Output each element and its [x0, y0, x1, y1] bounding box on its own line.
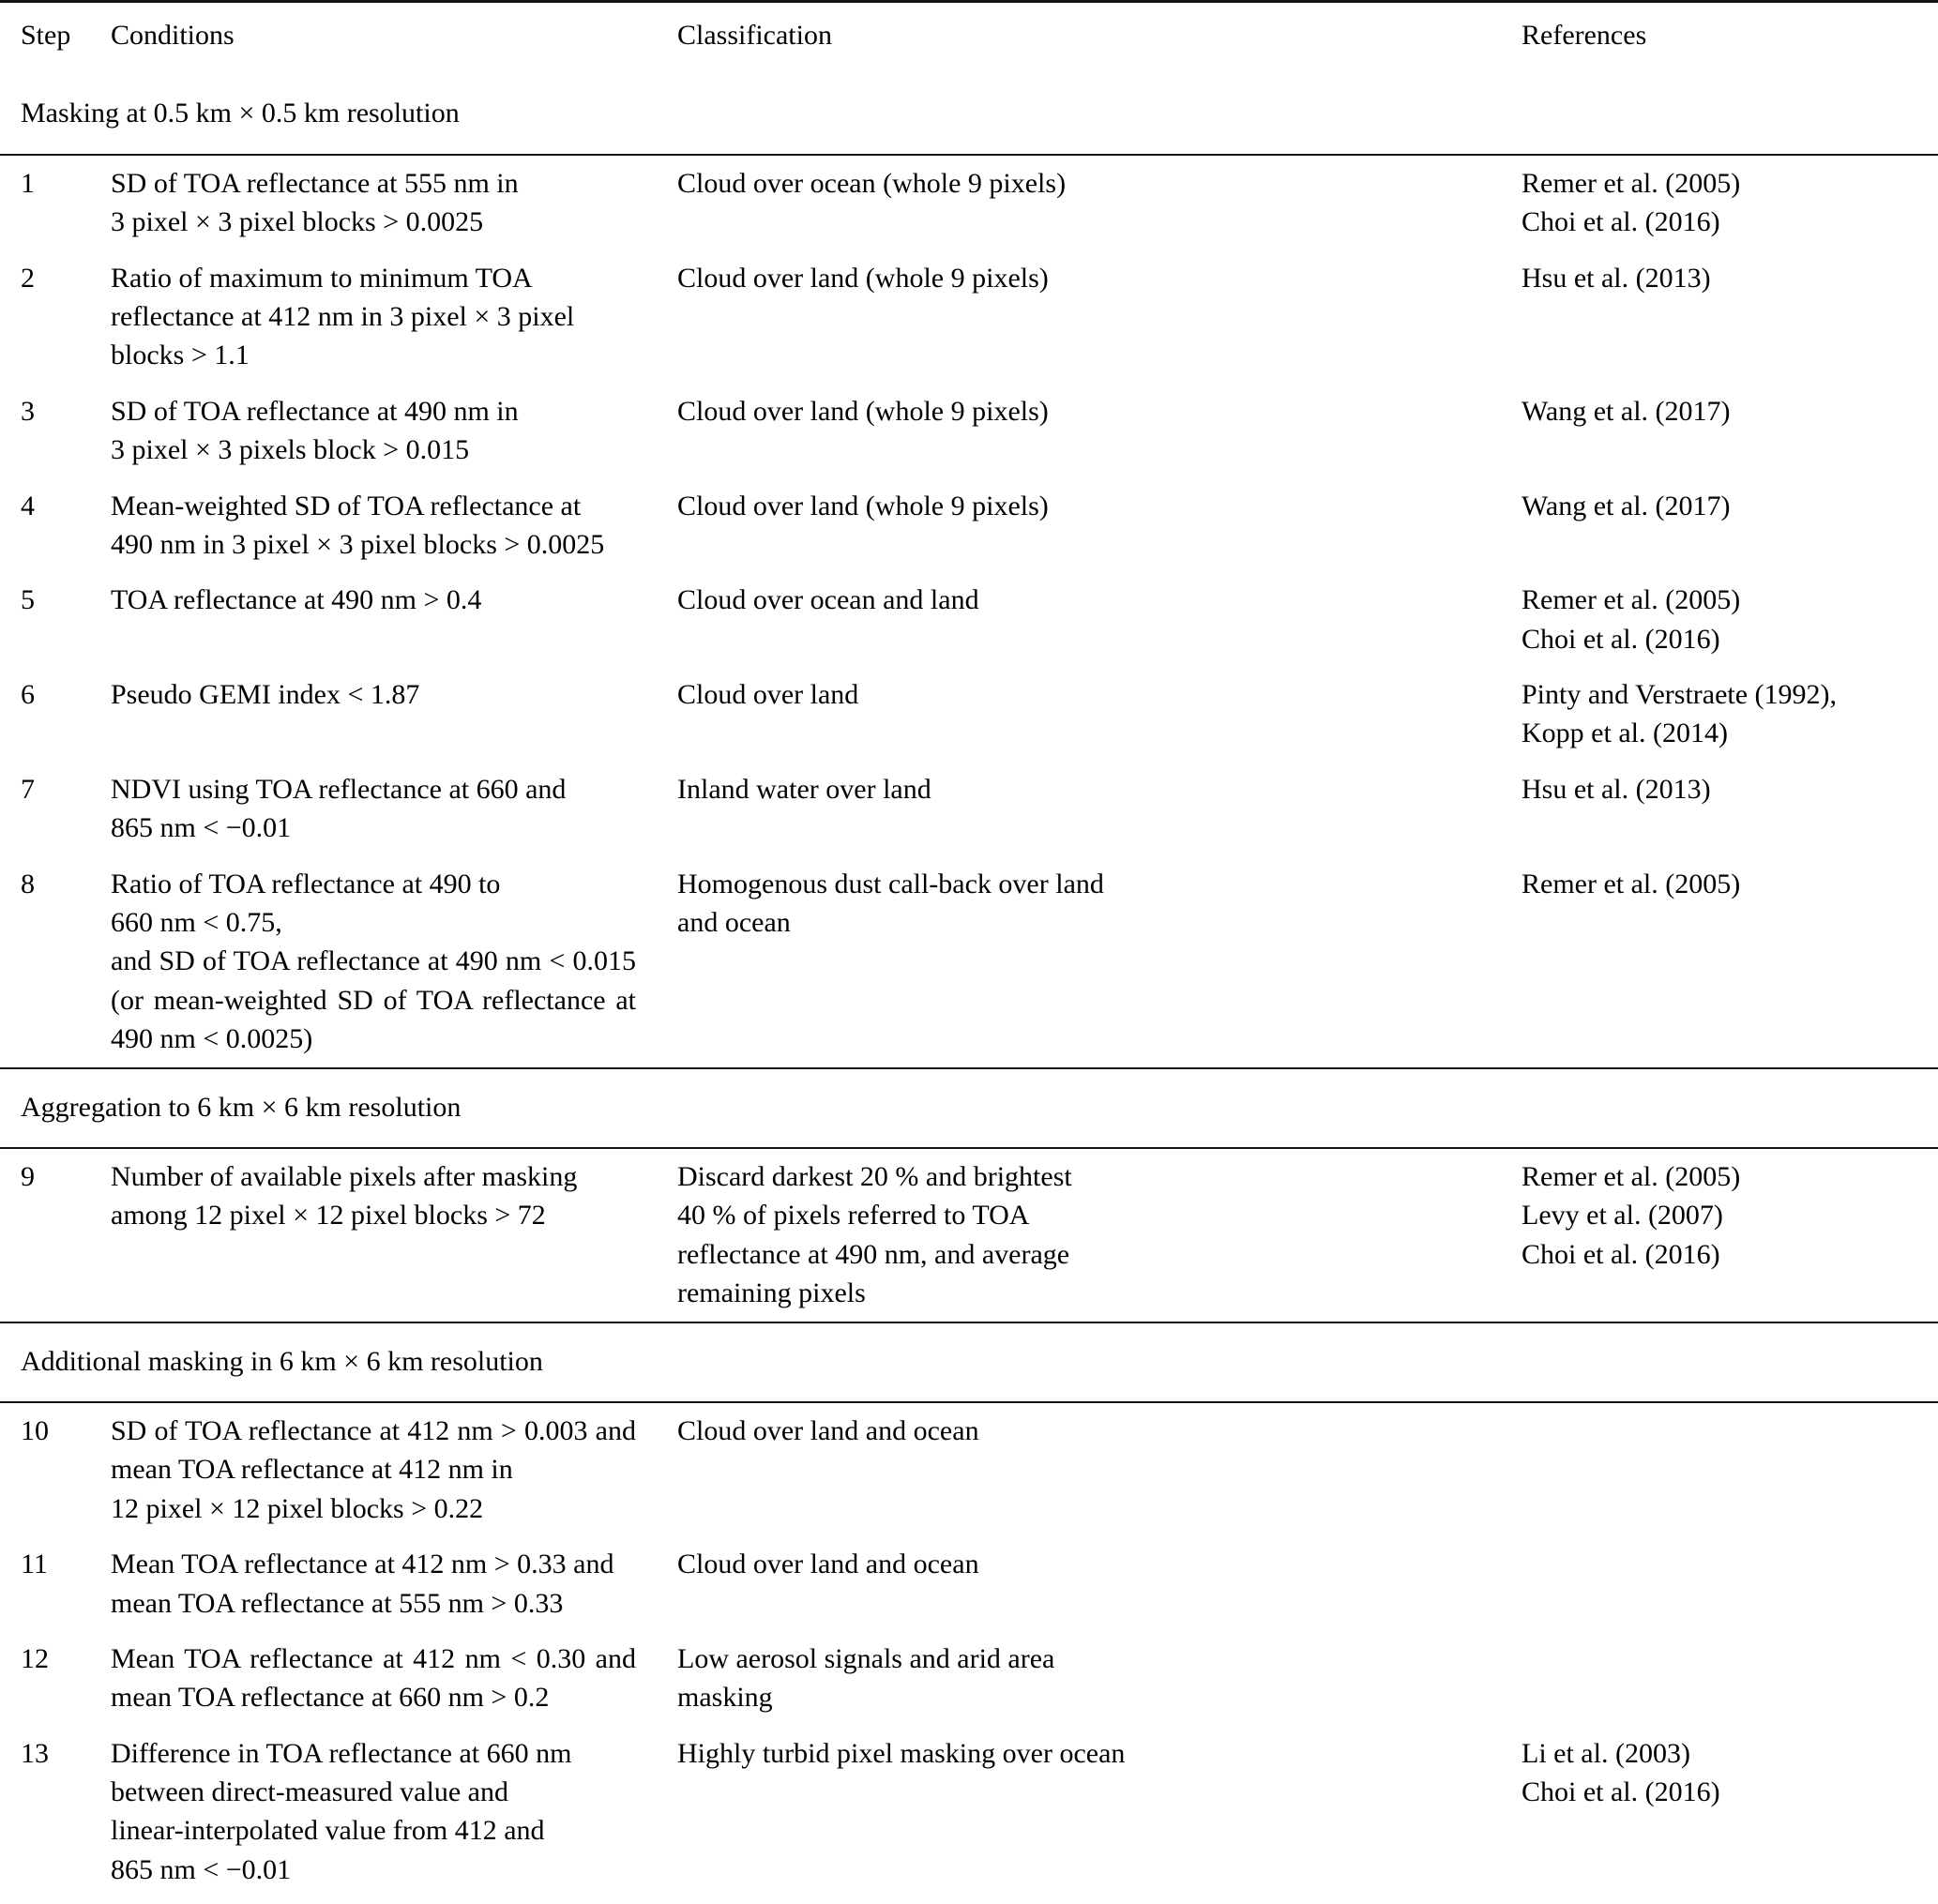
cell-classification	[668, 1726, 1512, 1898]
cell-classification	[668, 478, 1512, 573]
cell-references	[1512, 1149, 1938, 1322]
cell-conditions	[90, 1726, 668, 1898]
section-title: Additional masking in 6 km × 6 km resolution	[21, 1345, 543, 1377]
cell-conditions	[90, 572, 668, 667]
reference-line: Hsu et al. (2013)	[1522, 262, 1711, 294]
cell-references	[1512, 856, 1938, 1068]
cell-references	[1512, 572, 1938, 667]
cell-classification	[668, 1149, 1512, 1322]
condition-line: Mean TOA reflectance at 412 nm > 0.33 and	[111, 1549, 614, 1580]
condition-line: between direct-measured value and	[111, 1776, 508, 1808]
condition-line: 865 nm < −0.01	[111, 812, 292, 844]
classification-line: Cloud over land	[677, 679, 859, 711]
condition-line: Mean TOA reflectance at 412 nm < 0.30 and	[111, 1642, 636, 1674]
table-row	[0, 762, 1938, 856]
cell-classification	[668, 1536, 1512, 1631]
cell-conditions	[90, 156, 668, 250]
condition-line: 490 nm < 0.0025)	[111, 1023, 313, 1055]
reference-line: Wang et al. (2017)	[1522, 395, 1731, 427]
reference-line: Choi et al. (2016)	[1522, 1776, 1720, 1808]
reference-line: Remer et al. (2005)	[1522, 167, 1741, 199]
condition-line: mean TOA reflectance at 412 nm in	[111, 1454, 513, 1486]
cell-references	[1512, 667, 1938, 762]
cell-classification	[668, 156, 1512, 250]
condition-line: 12 pixel × 12 pixel blocks > 0.22	[111, 1492, 484, 1524]
table-row	[0, 667, 1938, 762]
condition-line: Number of available pixels after masking	[111, 1160, 578, 1192]
table-row	[0, 1726, 1938, 1898]
reference-line: Remer et al. (2005)	[1522, 1160, 1741, 1192]
cell-references	[1512, 478, 1938, 573]
classification-line: reflectance at 490 nm, and average	[677, 1238, 1070, 1270]
classification-line: remaining pixels	[677, 1277, 866, 1309]
classification-line: Cloud over ocean and land	[677, 584, 979, 616]
condition-line: Ratio of TOA reflectance at 490 to	[111, 868, 501, 899]
cell-step: 1	[21, 167, 35, 199]
classification-line: Cloud over land (whole 9 pixels)	[677, 490, 1049, 521]
reference-line: Choi et al. (2016)	[1522, 206, 1720, 238]
reference-line: Levy et al. (2007)	[1522, 1200, 1723, 1232]
section-header-row	[0, 1323, 1938, 1402]
cell-conditions	[90, 856, 668, 1068]
cell-classification	[668, 250, 1512, 384]
classification-line: Low aerosol signals and arid area	[677, 1642, 1055, 1674]
reference-line: Pinty and Verstraete (1992),	[1522, 679, 1838, 711]
cell-references	[1512, 1631, 1938, 1726]
cell-references	[1512, 1536, 1938, 1631]
cell-step: 7	[21, 773, 35, 805]
cell-conditions	[90, 1149, 668, 1322]
cell-step: 6	[21, 679, 35, 711]
table-row	[0, 478, 1938, 573]
condition-line: 3 pixel × 3 pixels block > 0.015	[111, 434, 470, 466]
cell-references	[1512, 250, 1938, 384]
cell-conditions	[90, 1631, 668, 1726]
cell-classification	[668, 762, 1512, 856]
reference-line: Kopp et al. (2014)	[1522, 718, 1728, 749]
cell-classification	[668, 667, 1512, 762]
table-row	[0, 572, 1938, 667]
cell-conditions	[90, 667, 668, 762]
condition-line: among 12 pixel × 12 pixel blocks > 72	[111, 1200, 546, 1232]
condition-line: linear-interpolated value from 412 and	[111, 1815, 545, 1847]
table-row	[0, 1536, 1938, 1631]
classification-line: masking	[677, 1682, 773, 1714]
reference-line: Wang et al. (2017)	[1522, 490, 1731, 521]
reference-line: Hsu et al. (2013)	[1522, 773, 1711, 805]
cell-classification	[668, 572, 1512, 667]
condition-line: 660 nm < 0.75,	[111, 907, 282, 939]
condition-line: NDVI using TOA reflectance at 660 and	[111, 773, 567, 805]
cell-references	[1512, 156, 1938, 250]
classification-line: Inland water over land	[677, 773, 931, 805]
condition-line: 490 nm in 3 pixel × 3 pixel blocks > 0.0025	[111, 528, 605, 560]
section-title: Aggregation to 6 km × 6 km resolution	[21, 1091, 462, 1123]
cell-references	[1512, 1726, 1938, 1898]
classification-line: Discard darkest 20 % and brightest	[677, 1160, 1072, 1192]
condition-line: and SD of TOA reflectance at 490 nm < 0.015	[111, 945, 636, 977]
cell-conditions	[90, 478, 668, 573]
classification-line: Highly turbid pixel masking over ocean	[677, 1737, 1126, 1769]
table-row	[0, 1631, 1938, 1726]
classification-line: Cloud over land (whole 9 pixels)	[677, 395, 1049, 427]
condition-line: SD of TOA reflectance at 412 nm > 0.003 and	[111, 1414, 636, 1446]
reference-line: Choi et al. (2016)	[1522, 1238, 1720, 1270]
table-body	[0, 75, 1938, 1897]
classification-line: Cloud over ocean (whole 9 pixels)	[677, 167, 1067, 199]
table-row	[0, 384, 1938, 478]
condition-line: blocks > 1.1	[111, 340, 250, 371]
condition-line: Mean-weighted SD of TOA reflectance at	[111, 490, 582, 521]
cell-step: 11	[21, 1549, 48, 1580]
table-row	[0, 1403, 1938, 1536]
cell-step: 3	[21, 395, 35, 427]
cell-classification	[668, 1631, 1512, 1726]
condition-line: mean TOA reflectance at 660 nm > 0.2	[111, 1682, 550, 1714]
reference-line: Remer et al. (2005)	[1522, 868, 1741, 899]
header-row	[0, 3, 1938, 75]
table-row	[0, 1149, 1938, 1322]
condition-line: SD of TOA reflectance at 555 nm in	[111, 167, 519, 199]
cell-references	[1512, 1403, 1938, 1536]
cell-classification	[668, 856, 1512, 1068]
table-row	[0, 156, 1938, 250]
column-header-conditions: Conditions	[111, 20, 235, 51]
column-header-classification: Classification	[677, 20, 832, 51]
cell-references	[1512, 384, 1938, 478]
section-header-row	[0, 1069, 1938, 1148]
table-row	[0, 856, 1938, 1068]
classification-line: 40 % of pixels referred to TOA	[677, 1200, 1030, 1232]
condition-line: Difference in TOA reflectance at 660 nm	[111, 1737, 572, 1769]
cell-step: 5	[21, 584, 35, 616]
cell-references	[1512, 762, 1938, 856]
condition-line: TOA reflectance at 490 nm > 0.4	[111, 584, 482, 616]
cell-classification	[668, 384, 1512, 478]
cell-conditions	[90, 384, 668, 478]
cell-conditions	[90, 1403, 668, 1536]
section-title: Masking at 0.5 km × 0.5 km resolution	[21, 98, 460, 129]
cell-step: 10	[21, 1414, 49, 1446]
cell-step: 2	[21, 262, 35, 294]
column-header-references: References	[1522, 20, 1647, 51]
classification-line: and ocean	[677, 907, 791, 939]
cell-step: 8	[21, 868, 35, 899]
condition-line: Ratio of maximum to minimum TOA	[111, 262, 533, 294]
classification-line: Homogenous dust call-back over land	[677, 868, 1104, 899]
reference-line: Li et al. (2003)	[1522, 1737, 1690, 1769]
condition-line: Pseudo GEMI index < 1.87	[111, 679, 420, 711]
classification-line: Cloud over land and ocean	[677, 1414, 979, 1446]
condition-line: 3 pixel × 3 pixel blocks > 0.0025	[111, 206, 484, 238]
condition-line: reflectance at 412 nm in 3 pixel × 3 pixel	[111, 300, 575, 332]
cell-conditions	[90, 762, 668, 856]
section-header-row	[0, 75, 1938, 154]
cell-conditions	[90, 1536, 668, 1631]
table-row	[0, 250, 1938, 384]
reference-line: Remer et al. (2005)	[1522, 584, 1741, 616]
reference-line: Choi et al. (2016)	[1522, 623, 1720, 655]
cell-step: 4	[21, 490, 35, 521]
condition-line: mean TOA reflectance at 555 nm > 0.33	[111, 1587, 564, 1619]
condition-line: (or mean-weighted SD of TOA reflectance at	[111, 984, 636, 1016]
column-header-step: Step	[21, 20, 71, 51]
condition-line: SD of TOA reflectance at 490 nm in	[111, 395, 519, 427]
condition-line: 865 nm < −0.01	[111, 1853, 292, 1885]
classification-line: Cloud over land (whole 9 pixels)	[677, 262, 1049, 294]
table-header	[0, 2, 1938, 76]
cell-step: 13	[21, 1737, 49, 1769]
cell-classification	[668, 1403, 1512, 1536]
cell-step: 9	[21, 1160, 35, 1192]
cell-step: 12	[21, 1642, 49, 1674]
cell-conditions	[90, 250, 668, 384]
classification-line: Cloud over land and ocean	[677, 1549, 979, 1580]
